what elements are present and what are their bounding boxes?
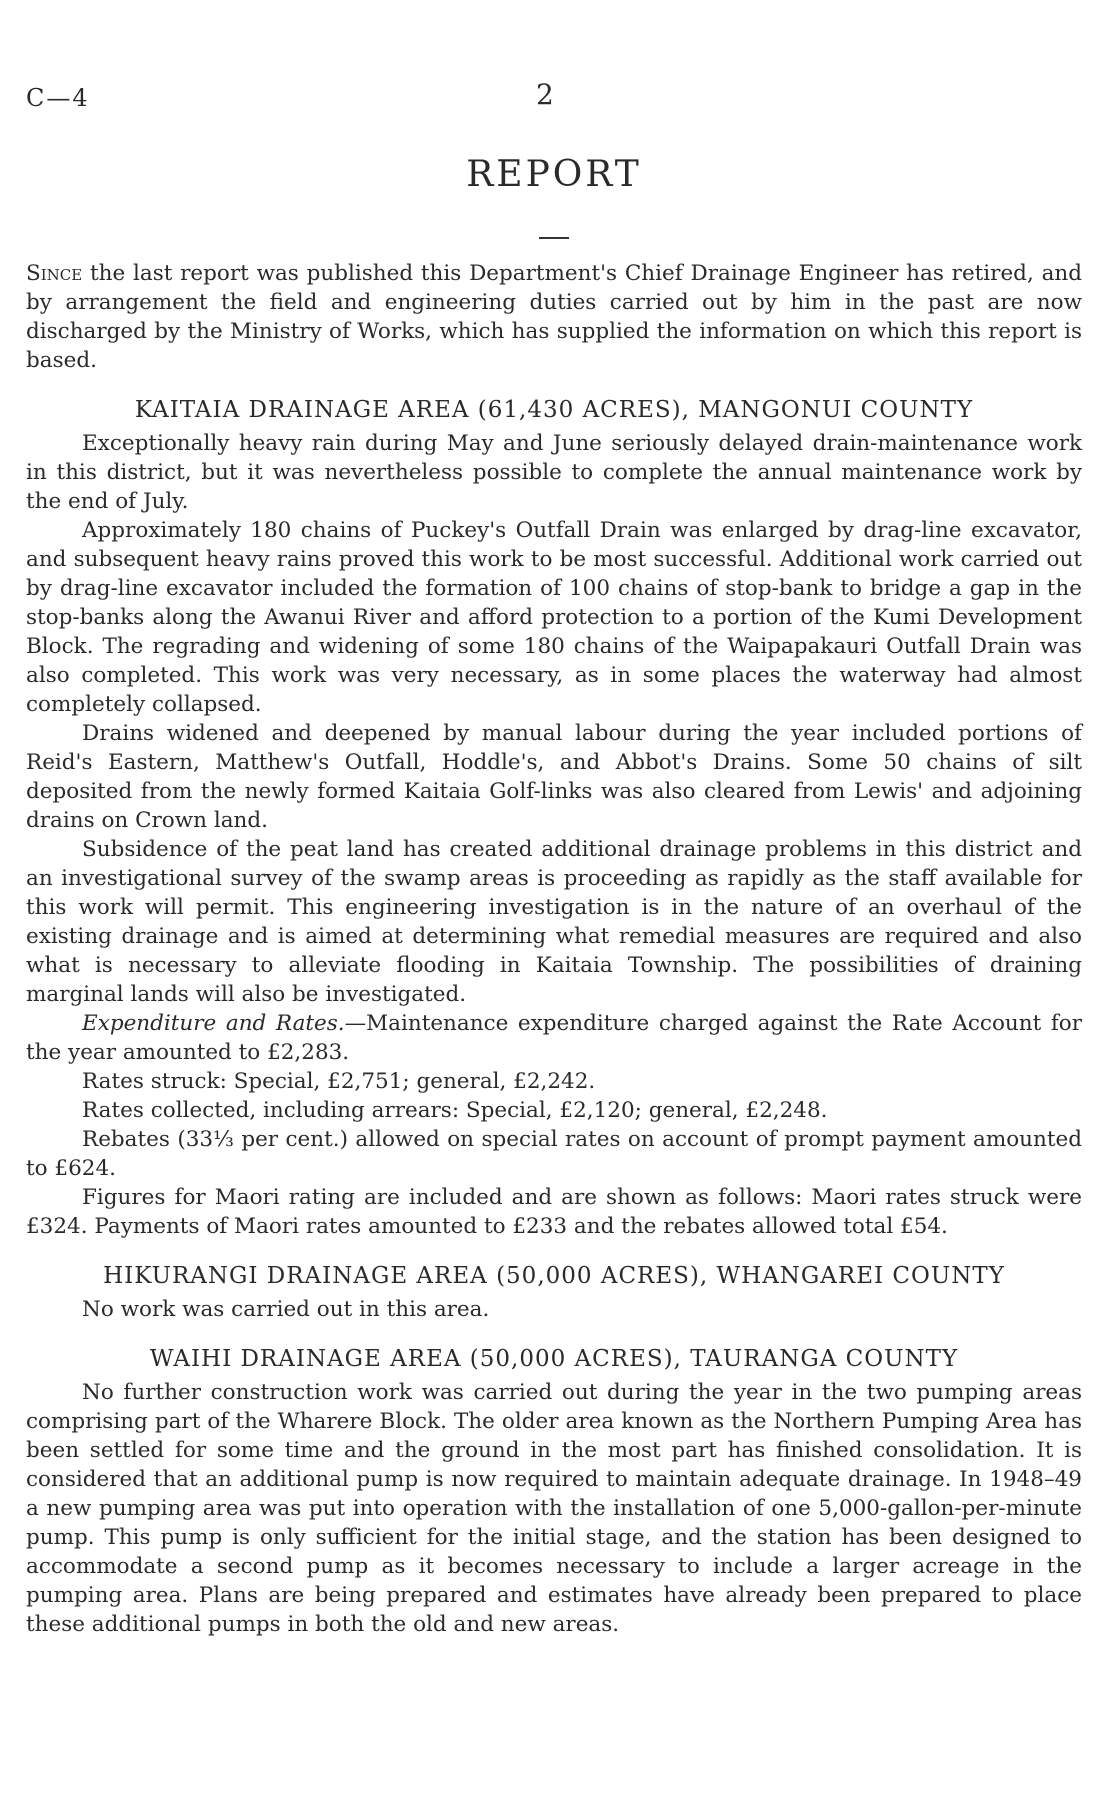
page-header <box>26 78 1082 118</box>
hikurangi-paragraph-1: No work was carried out in this area. <box>82 1297 490 1322</box>
expenditure-lead: Expenditure and Rates. <box>82 1011 345 1036</box>
kaitaia-paragraph-3: Drains widened and deepened by manual labour during the year included portions of Reid's Eastern, Matthew's Outfall, Hoddle's, and Abbot's Drains. Some 50 chains of silt deposited from the newly formed Kaitaia Golf-links was also cleared from Lewis' and adjoining drains on Crown land. <box>26 721 1082 833</box>
rebates-paragraph: Rebates (33⅓ per cent.) allowed on special rates on account of prompt payment amounted to £624. <box>26 1127 1082 1181</box>
kaitaia-heading: KAITAIA DRAINAGE AREA (61,430 ACRES), MANGONUI COUNTY <box>134 397 974 423</box>
intro-paragraph <box>26 259 1082 375</box>
waihi-section <box>26 1346 1082 1639</box>
kaitaia-paragraph-1: Exceptionally heavy rain during May and June seriously delayed drain-maintenance work in this district, but it was nevertheless possible to complete the annual maintenance work by the end of July. <box>26 431 1082 514</box>
intro-text: the last report was published this Department's Chief Drainage Engineer has retired, and by arrangement the field and engineering duties carried out by him in the past are now discharged by the Ministry of Works, which has supplied the information on which this report is based. <box>26 261 1082 373</box>
kaitaia-expenditure-paragraph <box>26 1009 1082 1067</box>
intro-lead: Since <box>26 261 83 286</box>
page-reference: C—4 <box>26 84 90 112</box>
waihi-heading: WAIHI DRAINAGE AREA (50,000 ACRES), TAURANGA COUNTY <box>149 1346 959 1372</box>
kaitaia-paragraph-2: Approximately 180 chains of Puckey's Outfall Drain was enlarged by drag-line excavator, and subsequent heavy rains proved this work to be most successful. Additional work carried out by drag-line excavator included the formation of 100 chains of stop-bank to bridge a gap in the stop-banks along the Awanui River and afford protection to a portion of the Kumi Development Block. The regrading and widening of some 180 chains of the Waipapakauri Outfall Drain was also completed. This work was very necessary, as in some places the waterway had almost completely collapsed. <box>26 518 1082 717</box>
kaitaia-paragraph-4: Subsidence of the peat land has created additional drainage problems in this district and an investigational survey of the swamp areas is proceeding as rapidly as the staff available for this work will permit. This engineering investigation is in the nature of an overhaul of the existing drainage and is aimed at determining what remedial measures are required and also what is necessary to alleviate flooding in Kaitaia Township. The possibilities of draining marginal lands will also be investigated. <box>26 837 1082 1007</box>
maori-rating-paragraph: Figures for Maori rating are included and are shown as follows: Maori rates struck were £324. Payments of Maori rates amounted to £233 and the rebates allowed total £54. <box>26 1185 1082 1239</box>
kaitaia-section <box>26 397 1082 1241</box>
hikurangi-heading: HIKURANGI DRAINAGE AREA (50,000 ACRES), WHANGAREI COUNTY <box>103 1263 1005 1289</box>
expenditure-text: —Maintenance expenditure charged against the Rate Account for the year amounted to £2,283. <box>26 1011 1083 1065</box>
report-title: REPORT <box>466 154 642 195</box>
title-divider <box>539 237 569 239</box>
rates-struck: Rates struck: Special, £2,751; general, £2,242. <box>82 1069 596 1094</box>
hikurangi-section <box>26 1263 1082 1324</box>
page-number: 2 <box>536 78 554 111</box>
waihi-paragraph-1: No further construction work was carried out during the year in the two pumping areas comprising part of the Wharere Block. The older area known as the Northern Pumping Area has been settled for some time and the ground in the most part has finished consolidation. It is considered that an additional pump is now required to maintain adequate drainage. In 1948–49 a new pumping area was put into operation with the installation of one 5,000-gallon-per-minute pump. This pump is only sufficient for the initial stage, and the station has been designed to accommodate a second pump as it becomes necessary to include a larger acreage in the pumping area. Plans are being prepared and estimates have already been prepared to place these additional pumps in both the old and new areas. <box>26 1380 1082 1637</box>
rates-collected: Rates collected, including arrears: Special, £2,120; general, £2,248. <box>82 1098 828 1123</box>
